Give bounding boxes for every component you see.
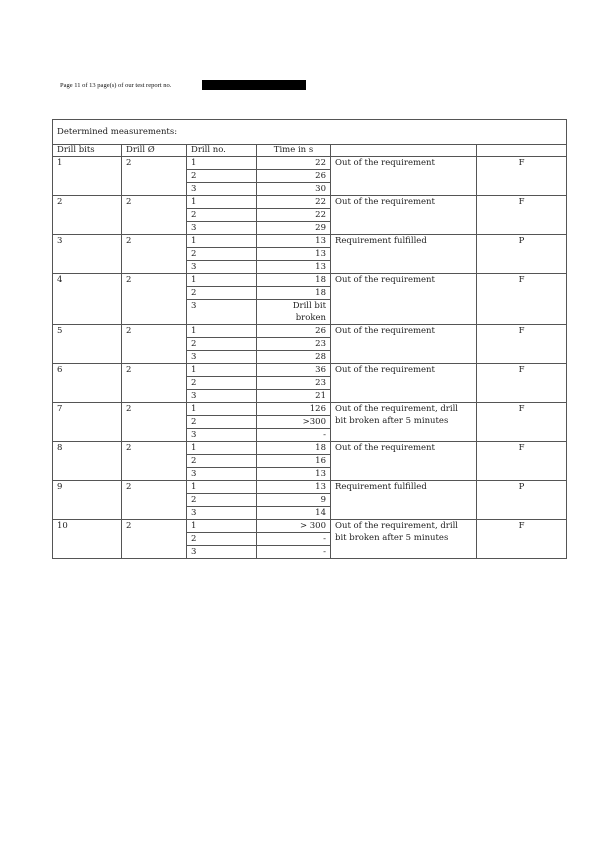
result-cell: Requirement fulfilled: [331, 235, 477, 274]
drill-no-cell: 1: [187, 325, 257, 338]
result-cell: Out of the requirement: [331, 442, 477, 481]
time-cell: 126: [257, 403, 331, 416]
time-cell: 13: [257, 261, 331, 274]
drill-no-cell: 2: [187, 248, 257, 261]
drill-no-cell: 1: [187, 442, 257, 455]
time-cell: 16: [257, 455, 331, 468]
drill-no-cell: 3: [187, 390, 257, 403]
drill-bit-cell: 5: [53, 325, 122, 364]
drill-diameter-cell: 2: [122, 403, 187, 442]
result-cell: Out of the requirement: [331, 325, 477, 364]
time-cell: 26: [257, 170, 331, 183]
status-cell: F: [477, 403, 567, 442]
drill-no-cell: 2: [187, 209, 257, 222]
drill-no-cell: 2: [187, 416, 257, 429]
time-cell: 13: [257, 235, 331, 248]
col-header-result: [331, 145, 477, 157]
time-cell: 13: [257, 468, 331, 481]
drill-no-cell: 2: [187, 377, 257, 390]
drill-diameter-cell: 2: [122, 235, 187, 274]
table-row: [53, 274, 567, 287]
time-cell: 13: [257, 248, 331, 261]
drill-bit-cell: 1: [53, 157, 122, 196]
drill-no-cell: 1: [187, 274, 257, 287]
drill-no-cell: 3: [187, 351, 257, 364]
result-cell: Requirement fulfilled: [331, 481, 477, 520]
time-cell: 23: [257, 377, 331, 390]
drill-no-cell: 2: [187, 455, 257, 468]
drill-no-cell: 1: [187, 196, 257, 209]
drill-no-cell: 2: [187, 338, 257, 351]
drill-bit-cell: 8: [53, 442, 122, 481]
drill-diameter-cell: 2: [122, 364, 187, 403]
status-cell: F: [477, 520, 567, 559]
result-cell: Out of the requirement: [331, 274, 477, 325]
drill-bit-cell: 4: [53, 274, 122, 325]
drill-diameter-cell: 2: [122, 157, 187, 196]
result-cell: Out of the requirement: [331, 364, 477, 403]
drill-diameter-cell: 2: [122, 520, 187, 559]
time-cell: -: [257, 546, 331, 559]
drill-bit-cell: 2: [53, 196, 122, 235]
status-cell: F: [477, 196, 567, 235]
table-row: [53, 403, 567, 416]
status-cell: P: [477, 481, 567, 520]
time-cell: 30: [257, 183, 331, 196]
col-header-drill-diameter: Drill Ø: [122, 145, 187, 157]
time-cell: > 300: [257, 520, 331, 533]
drill-no-cell: 1: [187, 481, 257, 494]
time-cell: 29: [257, 222, 331, 235]
table-row: [53, 157, 567, 170]
time-cell: 22: [257, 209, 331, 222]
table-row: [53, 325, 567, 338]
status-cell: F: [477, 325, 567, 364]
table-row: [53, 442, 567, 455]
drill-no-cell: 3: [187, 546, 257, 559]
table-row: [53, 520, 567, 533]
drill-no-cell: 1: [187, 520, 257, 533]
table-row: [53, 235, 567, 248]
drill-bit-cell: 7: [53, 403, 122, 442]
table-row: [53, 196, 567, 209]
time-cell: 18: [257, 287, 331, 300]
table-caption: Determined measurements:: [53, 120, 567, 145]
table-row: [53, 481, 567, 494]
drill-no-cell: 1: [187, 364, 257, 377]
drill-no-cell: 1: [187, 403, 257, 416]
result-cell: Out of the requirement, drill bit broken after 5 minutes: [331, 403, 477, 442]
report-page-line: Page 11 of 13 page(s) of our test report no.: [60, 82, 172, 89]
time-cell: -: [257, 429, 331, 442]
drill-diameter-cell: 2: [122, 442, 187, 481]
result-cell: Out of the requirement, drill bit broken after 5 minutes: [331, 520, 477, 559]
drill-no-cell: 3: [187, 468, 257, 481]
drill-diameter-cell: 2: [122, 196, 187, 235]
status-cell: F: [477, 157, 567, 196]
drill-no-cell: 3: [187, 183, 257, 196]
time-cell: 13: [257, 481, 331, 494]
drill-no-cell: 1: [187, 235, 257, 248]
time-cell: 22: [257, 196, 331, 209]
measurements-table: [52, 119, 567, 559]
drill-no-cell: 3: [187, 222, 257, 235]
status-cell: P: [477, 235, 567, 274]
drill-bit-cell: 3: [53, 235, 122, 274]
drill-diameter-cell: 2: [122, 481, 187, 520]
drill-no-cell: 3: [187, 507, 257, 520]
time-cell: >300: [257, 416, 331, 429]
col-header-drill-bits: Drill bits: [53, 145, 122, 157]
drill-bit-cell: 10: [53, 520, 122, 559]
drill-bit-cell: 9: [53, 481, 122, 520]
table-row: [53, 364, 567, 377]
drill-no-cell: 3: [187, 300, 257, 325]
drill-no-cell: 3: [187, 261, 257, 274]
drill-diameter-cell: 2: [122, 325, 187, 364]
col-header-time: Time in s: [257, 145, 331, 157]
col-header-status: [477, 145, 567, 157]
col-header-drill-no: Drill no.: [187, 145, 257, 157]
drill-no-cell: 2: [187, 494, 257, 507]
status-cell: F: [477, 364, 567, 403]
status-cell: F: [477, 274, 567, 325]
header-row: [53, 145, 567, 157]
status-cell: F: [477, 442, 567, 481]
time-cell: 14: [257, 507, 331, 520]
time-cell: 22: [257, 157, 331, 170]
drill-no-cell: 2: [187, 287, 257, 300]
caption-row: [53, 120, 567, 145]
time-cell: 36: [257, 364, 331, 377]
drill-diameter-cell: 2: [122, 274, 187, 325]
time-cell: 28: [257, 351, 331, 364]
time-cell: -: [257, 533, 331, 546]
drill-no-cell: 2: [187, 170, 257, 183]
time-cell: 9: [257, 494, 331, 507]
drill-no-cell: 1: [187, 157, 257, 170]
time-cell: Drill bit broken: [257, 300, 331, 325]
drill-no-cell: 2: [187, 533, 257, 546]
time-cell: 23: [257, 338, 331, 351]
drill-bit-cell: 6: [53, 364, 122, 403]
result-cell: Out of the requirement: [331, 157, 477, 196]
result-cell: Out of the requirement: [331, 196, 477, 235]
time-cell: 18: [257, 442, 331, 455]
time-cell: 21: [257, 390, 331, 403]
time-cell: 18: [257, 274, 331, 287]
drill-no-cell: 3: [187, 429, 257, 442]
redacted-report-number: [202, 80, 306, 90]
time-cell: 26: [257, 325, 331, 338]
